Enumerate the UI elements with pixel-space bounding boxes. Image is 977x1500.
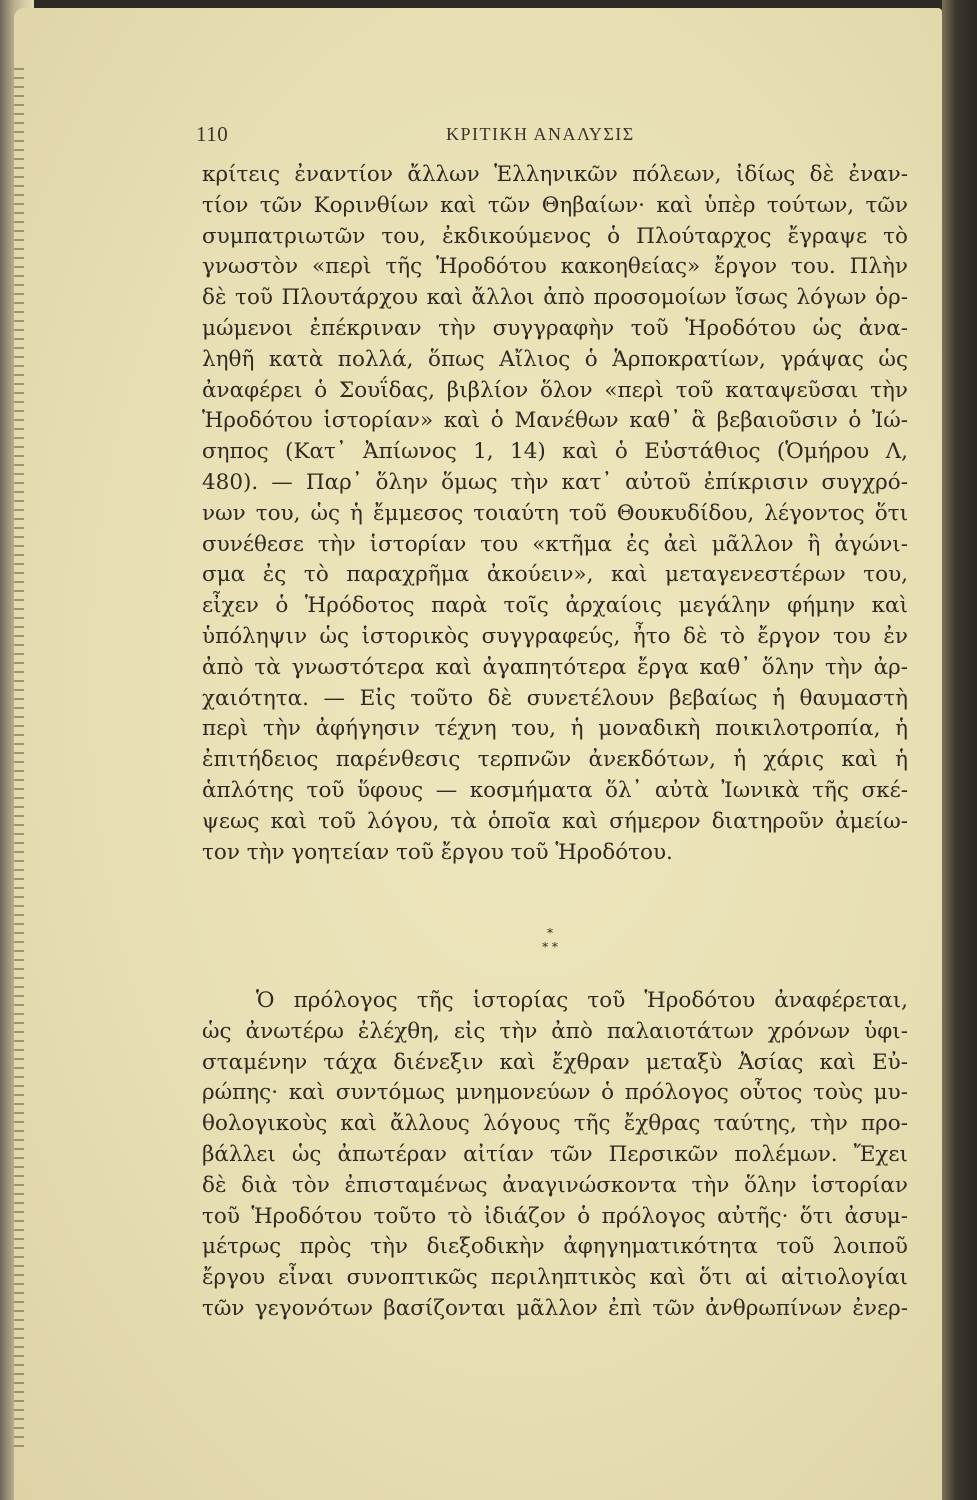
text-line: κρίτεις ἐναντίον ἄλλων Ἑλληνικῶν πόλεων, ἰδίως δὲ ἐναν- — [202, 162, 908, 187]
text-line: συνέθεσε τὴν ἱστορίαν του «κτῆμα ἐς ἀεὶ μᾶλλον ἢ ἀγώνι- — [202, 531, 908, 557]
text-line: ληθῆ κατὰ πολλά, ὅπως Αἴλιος ὁ Ἁρποκρατίων, γράψας ὡς — [202, 346, 908, 372]
text-line: ἁπλότης τοῦ ὕφους — κοσμήματα ὅλ᾽ αὐτὰ Ἰωνικὰ τῆς σκέ- — [202, 777, 908, 803]
text-line: Ὁ πρόλογος τῆς ἱστορίας τοῦ Ἡροδότου ἀναφέρεται, — [256, 988, 908, 1013]
text-line: ἀναφέρει ὁ Σουΐδας, βιβλίον ὅλον «περὶ τοῦ καταψεῦσαι τὴν — [202, 377, 908, 403]
asterism-separator — [520, 926, 580, 954]
text-line: δὲ διὰ τὸν ἐπισταμένως ἀναγινώσκοντα τὴν ὅλην ἱστορίαν — [202, 1172, 908, 1198]
text-line: τῶν γεγονότων βασίζονται μᾶλλον ἐπὶ τῶν ἀνθρωπίνων ἐνερ- — [202, 1295, 908, 1321]
text-line: 480). — Παρ᾽ ὅλην ὅμως τὴν κατ᾽ αὐτοῦ ἐπίκρισιν συγχρό- — [202, 469, 908, 495]
running-head: ΚΡΙΤΙΚΗ ΑΝΑΛΥΣΙΣ — [446, 124, 635, 144]
text-line: συμπατριωτῶν του, ἐκδικούμενος ὁ Πλούταρχος ἔγραψε τὸ — [202, 223, 908, 249]
text-line: ἔργου εἶναι συνοπτικῶς περιληπτικὸς καὶ ὅτι αἱ αἰτιολογίαι — [202, 1265, 908, 1291]
text-line: τον τὴν γοητείαν τοῦ ἔργου τοῦ Ἡροδότου. — [202, 839, 673, 865]
text-line: γνωστὸν «περὶ τῆς Ἡροδότου κακοηθείας» ἔργον του. Πλὴν — [202, 254, 908, 280]
text-line: τοῦ Ἡροδότου τοῦτο τὸ ἰδιάζον ὁ πρόλογος αὐτῆς· ὅτι ἀσυμ- — [202, 1203, 908, 1229]
binding-shadow — [14, 68, 24, 1448]
asterism-top: * — [547, 926, 553, 940]
text-line: τίον τῶν Κορινθίων καὶ τῶν Θηβαίων· καὶ ὑπὲρ τούτων, τῶν — [202, 192, 908, 218]
text-line: ὑπόληψιν ὡς ἱστορικὸς συγγραφεύς, ἦτο δὲ τὸ ἔργον του ἐν — [202, 623, 908, 649]
text-line: νων του, ὡς ἡ ἔμμεσος τοιαύτη τοῦ Θουκυδίδου, λέγοντος ὅτι — [202, 500, 908, 526]
page-header — [196, 122, 906, 152]
text-line: μώμενοι ἐπέκριναν τὴν συγγραφὴν τοῦ Ἡροδότου ὡς ἀνα- — [202, 315, 908, 341]
text-line: χαιότητα. — Εἰς τοῦτο δὲ συνετέλουν βεβαίως ἡ θαυμαστὴ — [202, 685, 908, 711]
text-line: μέτρως πρὸς τὴν διεξοδικὴν ἀφηγηματικότητα τοῦ λοιποῦ — [202, 1234, 908, 1260]
text-line: θολογικοὺς καὶ ἄλλους λόγους τῆς ἔχθρας ταύτης, τὴν προ- — [202, 1111, 908, 1137]
text-line: βάλλει ὡς ἀπωτέραν αἰτίαν τῶν Περσικῶν πολέμων. Ἔχει — [202, 1141, 908, 1167]
text-line: ὡς ἀνωτέρω ἐλέχθη, εἰς τὴν ἀπὸ παλαιοτάτων χρόνων ὑφι- — [202, 1018, 908, 1044]
text-line: σταμένην τάχα διένεξιν καὶ ἔχθραν μεταξὺ Ἀσίας καὶ Εὐ- — [202, 1049, 908, 1075]
text-line: περὶ τὴν ἀφήγησιν τέχνη του, ἡ μοναδικὴ ποικιλοτροπία, ἡ — [202, 716, 908, 742]
paragraph-1 — [202, 160, 908, 868]
text-line: Ἡροδότου ἱστορίαν» καὶ ὁ Μανέθων καθ᾽ ἃ βεβαιοῦσιν ὁ Ἰώ- — [202, 408, 908, 434]
book-cover-edge — [942, 0, 977, 1500]
text-line: ἐπιτήδειος παρένθεσις τερπνῶν ἀνεκδότων, ἡ χάρις καὶ ἡ — [202, 747, 908, 773]
text-line: δὲ τοῦ Πλουτάρχου καὶ ἄλλοι ἀπὸ προσομοίων ἴσως λόγων ὁρ- — [202, 285, 908, 311]
text-line: εἶχεν ὁ Ἡρόδοτος παρὰ τοῖς ἀρχαίοις μεγάλην φήμην καὶ — [202, 593, 908, 619]
text-line: σμα ἐς τὸ παραχρῆμα ἀκούειν», καὶ μεταγενεστέρων του, — [202, 562, 908, 588]
text-line: ρώπης· καὶ συντόμως μνημονεύων ὁ πρόλογος οὗτος τοὺς μυ- — [202, 1080, 908, 1106]
page-number: 110 — [196, 122, 229, 146]
paragraph-2 — [202, 986, 908, 1325]
asterism-bottom: * * — [542, 940, 558, 954]
text-line: σηπος (Κατ᾽ Ἀπίωνος 1, 14) καὶ ὁ Εὐστάθιος (Ὁμήρου Λ, — [202, 439, 908, 465]
text-line: ἀπὸ τὰ γνωστότερα καὶ ἀγαπητότερα ἔργα καθ᾽ ὅλην τὴν ἀρ- — [202, 654, 908, 680]
text-line: ψεως καὶ τοῦ λόγου, τὰ ὁποῖα καὶ σήμερον διατηροῦν ἀμείω- — [202, 808, 908, 834]
